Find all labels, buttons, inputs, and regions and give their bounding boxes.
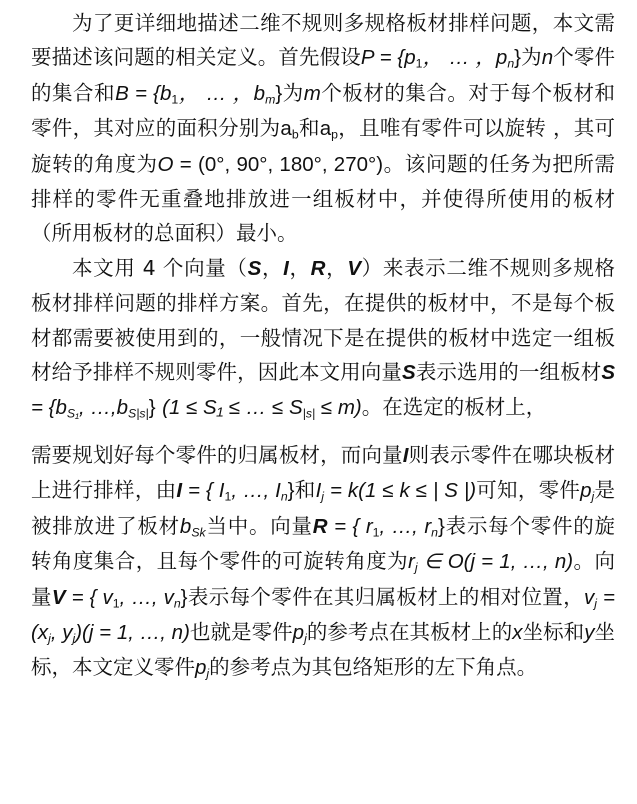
formula-part: I bbox=[315, 479, 322, 503]
subscript: n bbox=[431, 525, 438, 540]
formula-part: = { I bbox=[182, 479, 225, 503]
formula-part: , …, I bbox=[231, 479, 281, 503]
formula-var: p bbox=[580, 479, 592, 503]
text: ， bbox=[261, 255, 284, 280]
formula-part-set: P = {p bbox=[360, 46, 416, 70]
formula-part-set: } bbox=[514, 46, 522, 70]
text: 的参考点为其包络矩形的左下角点。 bbox=[209, 655, 538, 680]
formula-part: } bbox=[180, 585, 188, 609]
formula-part: ∈ O(j = 1, …, n) bbox=[417, 550, 574, 574]
subscript: Sk bbox=[191, 525, 206, 540]
vector-r: R bbox=[312, 514, 328, 538]
formula-var: n bbox=[541, 46, 554, 70]
subscript: n bbox=[507, 57, 515, 72]
formula-part-set: B = {b bbox=[115, 81, 172, 105]
text: 和 bbox=[294, 478, 316, 503]
formula-part: v bbox=[584, 585, 595, 609]
subscript: j bbox=[48, 631, 51, 646]
text: 本文用 4 个向量（ bbox=[72, 255, 248, 280]
text: 是被排放进了板材 bbox=[31, 478, 616, 538]
text: 为 bbox=[521, 45, 542, 70]
formula-part: = { r bbox=[327, 514, 373, 538]
text: 个板材的集合。对于每个板材和零件，其对应的面积分别为 bbox=[31, 80, 616, 141]
formula-part: } bbox=[438, 514, 445, 538]
vector-i: I bbox=[283, 256, 289, 280]
subscript: n bbox=[280, 489, 288, 504]
text: 表示每个零件在其归属板材上的相对位置， bbox=[187, 584, 584, 609]
subscript: j bbox=[591, 489, 595, 504]
subscript: j bbox=[321, 489, 324, 504]
formula-part: , …,b bbox=[79, 396, 129, 420]
formula-part: } bbox=[148, 396, 156, 420]
text: 当中。向量 bbox=[205, 513, 313, 538]
formula-part: r bbox=[408, 550, 415, 574]
formula-part: , y bbox=[50, 620, 73, 644]
formula-part: } bbox=[287, 479, 295, 503]
paragraph-assignment bbox=[31, 438, 615, 686]
formula-var: p bbox=[195, 656, 207, 680]
formula-part-set: ， … ，p bbox=[422, 46, 508, 70]
subscript: n bbox=[173, 596, 181, 611]
subscript: j bbox=[72, 631, 76, 646]
formula-constraint: ≤ m) bbox=[315, 396, 362, 420]
vector-s: S bbox=[601, 361, 616, 385]
text: 的参考点在其板材上的 bbox=[306, 619, 513, 644]
formula-part: = k(1 ≤ k ≤ | S |) bbox=[324, 479, 477, 503]
text: 表示每个零件的旋转角度集合，且每个零件的可旋转角度为 bbox=[31, 513, 616, 574]
text: 。在选定的板材上， bbox=[361, 395, 547, 420]
formula-var: m bbox=[303, 81, 321, 105]
formula-var: p bbox=[292, 620, 305, 644]
formula-constraint: (1 ≤ S₁ ≤ … ≤ S bbox=[162, 396, 303, 420]
subscript: S₁ bbox=[66, 407, 80, 422]
subscript: j bbox=[206, 667, 210, 681]
formula-part: , …, v bbox=[119, 585, 174, 609]
text: ， bbox=[325, 255, 348, 280]
subscript: b bbox=[291, 127, 299, 142]
formula-var: a bbox=[319, 117, 332, 141]
vector-i: I bbox=[402, 443, 409, 467]
text: 。该问题的任务为把所需排样的零件无重叠地排放进一组板材中，并使得所使用的板材（所用板材的总面积）最小。 bbox=[31, 151, 616, 246]
formula-angles: = (0°, 90°, 180°, 270°) bbox=[173, 152, 384, 176]
vector-r: R bbox=[310, 256, 326, 280]
paragraph-vectors bbox=[31, 251, 615, 426]
subscript: m bbox=[265, 92, 276, 107]
text: 需要规划好每个零件的归属板材，而向量 bbox=[31, 442, 403, 467]
subscript: j bbox=[594, 596, 597, 611]
column-gap bbox=[31, 426, 615, 438]
text: 。向量 bbox=[31, 549, 615, 609]
vector-v: V bbox=[51, 585, 66, 609]
subscript: 1 bbox=[415, 57, 423, 72]
vector-s: S bbox=[247, 256, 262, 280]
subscript: S|s| bbox=[128, 407, 149, 422]
subscript: p bbox=[331, 127, 338, 142]
text: 坐标，本文定义零件 bbox=[31, 619, 616, 680]
formula-part: = {b bbox=[31, 396, 67, 420]
text: ）来表示二维不规则多规格板材排样问题的排样方案。首先，在提供的板材中，不是每个板材都需要被使用到的，一般情况下是在提供的板材中选定一组板材给予排样不规则零件，因此本文用向量 bbox=[31, 255, 616, 385]
text: 为了更详细地描述二维不规则多规格板材排样问题，本文需要描述该问题的相关定义。首先假设 bbox=[31, 11, 615, 70]
formula-var: a bbox=[280, 117, 292, 141]
subscript: 1 bbox=[171, 92, 179, 107]
text: 表示选用的一组板材 bbox=[415, 360, 602, 385]
formula-var: b bbox=[179, 514, 192, 538]
subscript: j bbox=[304, 631, 307, 646]
text: 个零件的集合和 bbox=[31, 45, 616, 105]
formula-part-set: ， … ，b bbox=[178, 81, 266, 105]
subscript: 1 bbox=[224, 489, 232, 504]
subscript: |s| bbox=[302, 407, 316, 422]
text: 和 bbox=[298, 116, 320, 141]
formula-var: y bbox=[584, 620, 595, 644]
text: ，且唯有零件可以旋转 ，其可旋转的角度为 bbox=[31, 116, 616, 176]
vector-i: I bbox=[176, 479, 183, 503]
paragraph-definitions bbox=[31, 6, 615, 251]
formula-part: = (x bbox=[31, 585, 616, 644]
formula-part-set: } bbox=[275, 81, 283, 105]
vector-v: V bbox=[347, 256, 362, 280]
formula-var: O bbox=[157, 152, 174, 176]
formula-part: )(j = 1, …, n) bbox=[75, 620, 190, 644]
subscript: 1 bbox=[112, 596, 120, 611]
subscript: j bbox=[414, 560, 418, 575]
formula-part: , …, r bbox=[379, 514, 432, 538]
text: 坐标和 bbox=[522, 619, 585, 644]
text: 则表示零件在哪块板材上进行排样，由 bbox=[31, 442, 616, 503]
text: 可知，零件 bbox=[476, 478, 581, 503]
formula-part: = { v bbox=[65, 585, 113, 609]
text: ， bbox=[288, 255, 311, 280]
text: 也就是零件 bbox=[189, 619, 293, 644]
vector-s: S bbox=[402, 361, 416, 385]
formula-var: x bbox=[512, 620, 523, 644]
subscript: 1 bbox=[372, 525, 380, 540]
text: 为 bbox=[282, 80, 304, 105]
